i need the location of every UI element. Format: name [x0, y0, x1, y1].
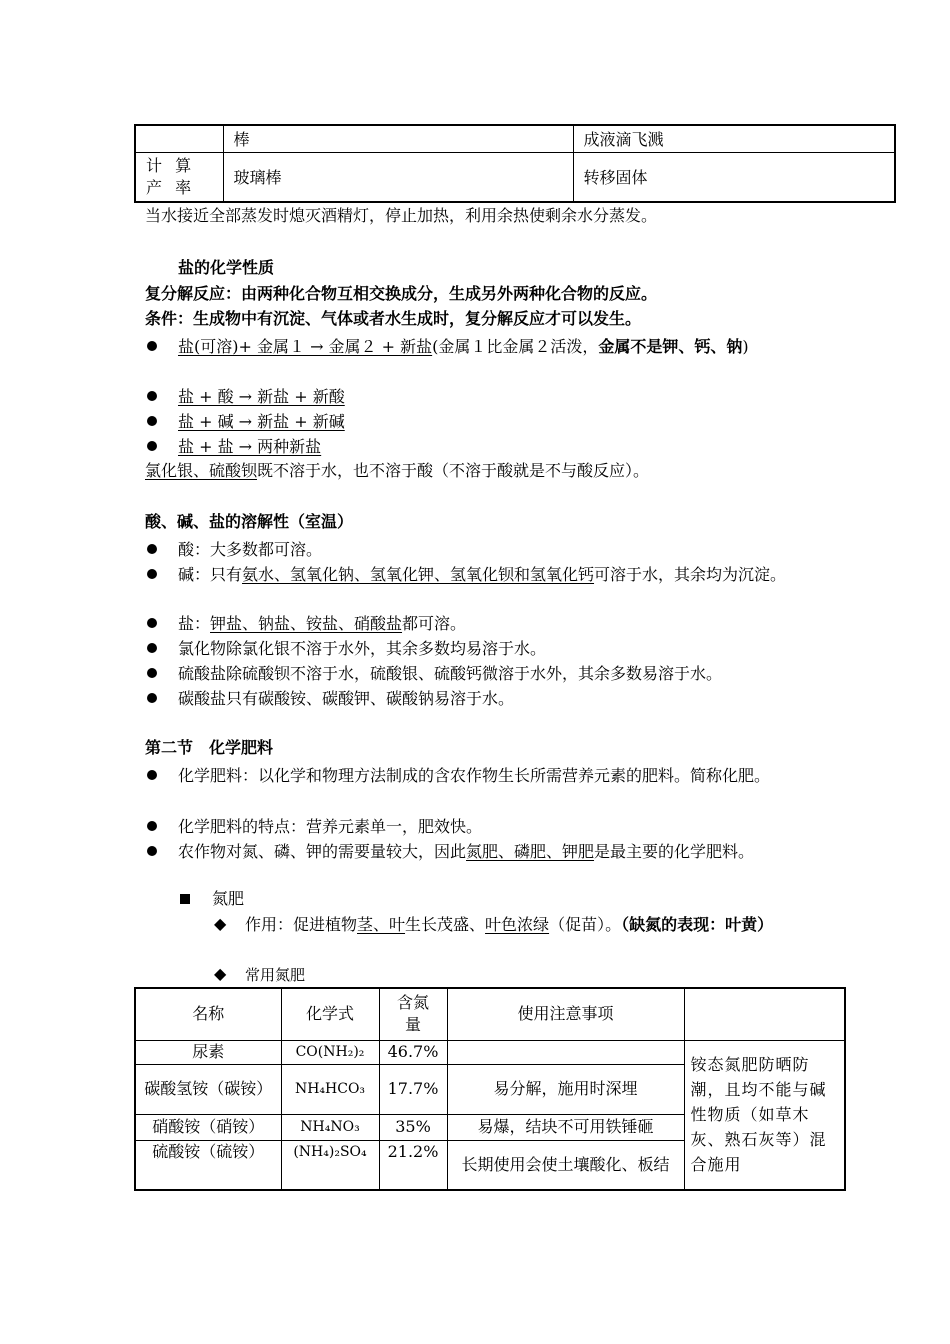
square-bullet-icon [180, 894, 190, 904]
effect-text: 作用：促进植物 [245, 915, 358, 934]
header-formula: 化学式 [281, 988, 379, 1040]
list-item: 化学肥料：以化学和物理方法制成的含农作物生长所需营养元素的肥料。简称化肥。 [178, 766, 771, 785]
fertilizer-nitrogen: 21.2% [379, 1140, 447, 1190]
effect-green-leaf: 叶色浓绿 [485, 915, 550, 934]
salt-metal-reaction: 盐(可溶)+ 金属１ → 金属２ + 新盐 [178, 337, 433, 356]
bullet-icon [145, 434, 161, 458]
top-table [134, 124, 896, 203]
header-name: 名称 [135, 988, 281, 1040]
header-nitrogen: 含氮量 [379, 988, 447, 1040]
fertilizer-name: 硝酸铵（硝铵） [135, 1114, 281, 1140]
salt-salt-reaction: 盐 + 盐 → 两种新盐 [178, 437, 322, 456]
header-notes: 使用注意事项 [447, 988, 684, 1040]
bullet-icon [145, 839, 161, 863]
table-cell [135, 125, 223, 152]
effect-text-end: （促苗）。 [549, 915, 622, 934]
solubility-title: 酸、碱、盐的溶解性（室温） [145, 512, 354, 531]
bullet-icon [145, 686, 161, 710]
double-decomposition-definition: 复分解反应：由两种化合物互相交换成分，生成另外两种化合物的反应。 [145, 284, 658, 303]
base-text-end: 可溶于水，其余均为沉淀。 [594, 565, 787, 584]
list-item [178, 839, 818, 864]
bullet-icon [145, 334, 161, 358]
salt-section-title: 盐的化学性质 [178, 258, 275, 277]
main-fertilizers: 氮肥、磷肥、钾肥 [466, 842, 595, 861]
effect-text-mid: 生长茂盛、 [405, 915, 486, 934]
fertilizer-nitrogen: 35% [379, 1114, 447, 1140]
fertilizer-formula: NH₄HCO₃ [281, 1064, 379, 1114]
bullet-icon [145, 562, 161, 586]
list-item [245, 912, 815, 937]
table-row [135, 1040, 845, 1064]
fertilizer-name: 硫酸铵（硫铵） [135, 1140, 281, 1190]
table-cell: 转移固体 [573, 152, 895, 202]
nutrient-text: 农作物对氮、磷、钾的需要量较大，因此 [178, 842, 467, 861]
fertilizer-formula: CO(NH₂)₂ [281, 1040, 379, 1064]
list-item [178, 334, 828, 359]
list-item: 硫酸盐除硫酸钡不溶于水，硫酸银、硫酸钙微溶于水外，其余多数易溶于水。 [178, 664, 723, 683]
section-title: 第二节 化学肥料 [145, 738, 274, 757]
base-text: 碱：只有 [178, 565, 243, 584]
bullet-icon [145, 537, 161, 561]
fertilizer-name: 尿素 [135, 1040, 281, 1064]
list-item: 氯化物除氯化银不溶于水外，其余多数均易溶于水。 [178, 639, 547, 658]
insoluble-note [145, 459, 649, 483]
list-item [178, 409, 828, 434]
common-nitrogen-label: 常用氮肥 [245, 966, 306, 984]
note-text: (金属１比金属２活泼， [432, 337, 599, 356]
list-item [178, 562, 818, 587]
list-item [178, 611, 828, 636]
salt-text-end: 都可溶。 [402, 614, 467, 633]
list-item: 碳酸盐只有碳酸铵、碳酸钾、碳酸钠易溶于水。 [178, 689, 515, 708]
table-cell: 棒 [223, 125, 573, 152]
header-blank [684, 988, 845, 1040]
nitrogen-fertilizer-table [134, 987, 846, 1191]
fertilizer-formula: NH₄NO₃ [281, 1114, 379, 1140]
insoluble-salts: 氯化银、硫酸钡 [145, 461, 258, 480]
fertilizer-note [447, 1040, 684, 1064]
deficiency-symptom: （缺氮的表现：叶黄） [621, 915, 774, 934]
fertilizer-note: 易分解，施用时深埋 [447, 1064, 684, 1114]
table-cell: 成液滴飞溅 [573, 125, 895, 152]
nutrient-text-end: 是最主要的化学肥料。 [594, 842, 755, 861]
fertilizer-note: 易爆，结块不可用铁锤砸 [447, 1114, 684, 1140]
list-item: 化学肥料的特点：营养元素单一，肥效快。 [178, 817, 483, 836]
salt-base-reaction: 盐 + 碱 → 新盐 + 新碱 [178, 412, 345, 431]
bullet-icon [145, 661, 161, 685]
soluble-salts: 钾盐、钠盐、铵盐、硝酸盐 [210, 614, 403, 633]
list-item [178, 434, 828, 459]
nitrogen-fertilizer-title: 氮肥 [212, 889, 245, 908]
note-end: ) [742, 337, 749, 356]
reaction-condition: 条件：生成物中有沉淀、气体或者水生成时，复分解反应才可以发生。 [145, 309, 642, 328]
bullet-icon [145, 636, 161, 660]
salt-text: 盐： [178, 614, 211, 633]
fertilizer-name: 碳酸氢铵（碳铵） [135, 1064, 281, 1114]
bullet-icon [145, 763, 161, 787]
fertilizer-nitrogen: 17.7% [379, 1064, 447, 1114]
insoluble-note-text: 既不溶于水，也不溶于酸（不溶于酸就是不与酸反应）。 [257, 461, 650, 480]
list-item [178, 384, 828, 409]
salt-acid-reaction: 盐 + 酸 → 新盐 + 新酸 [178, 387, 345, 406]
table-cell: 玻璃棒 [223, 152, 573, 202]
bullet-icon [145, 409, 161, 433]
list-item: 酸：大多数都可溶。 [178, 540, 323, 559]
evaporation-note: 当水接近全部蒸发时熄灭酒精灯，停止加热，利用余热使剩余水分蒸发。 [145, 206, 658, 225]
diamond-bullet-icon: ◆ [214, 964, 227, 983]
fertilizer-note: 长期使用会使土壤酸化、板结 [447, 1140, 684, 1190]
table-header-row [135, 988, 845, 1040]
soluble-bases: 氨水、氢氧化钠、氢氧化钾、氢氧化钡和氢氧化钙 [242, 565, 595, 584]
effect-stem-leaf: 茎、叶 [357, 915, 406, 934]
fertilizer-nitrogen: 46.7% [379, 1040, 447, 1064]
fertilizer-formula: (NH₄)₂SO₄ [281, 1140, 379, 1190]
table-row [135, 125, 895, 152]
diamond-bullet-icon: ◆ [214, 914, 227, 933]
bullet-icon [145, 384, 161, 408]
table-row [135, 152, 895, 202]
table-cell: 计 算 产 率 [135, 152, 223, 202]
note-bold: 金属不是钾、钙、钠 [598, 337, 743, 356]
bullet-icon [145, 611, 161, 635]
bullet-icon [145, 814, 161, 838]
merged-note: 铵态氮肥防晒防潮，且均不能与碱性物质（如草木灰、熟石灰等）混合施用 [684, 1040, 845, 1190]
